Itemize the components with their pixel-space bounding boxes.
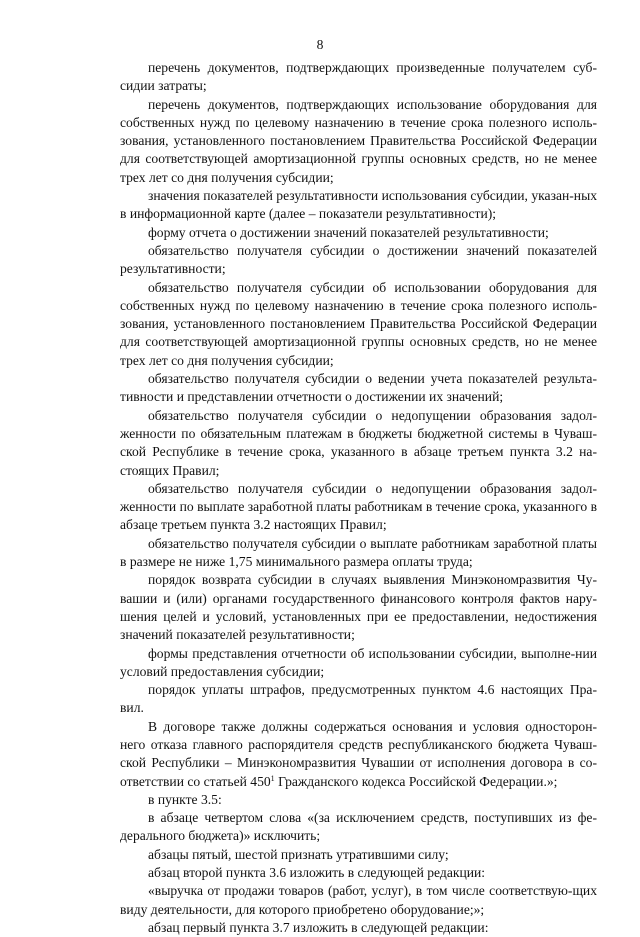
paragraph: в абзаце четвертом слова «(за исключением средств, поступивших из фе-дерального бюджета)» исключить; xyxy=(120,810,597,844)
paragraph: обязательство получателя субсидии о недопущении образования задол-женности по выплате заработной платы работникам в течение срока, указанного в абзаце третьем пункта 3.2 настоящих Правил; xyxy=(120,480,597,533)
paragraph: обязательство получателя субсидии о ведении учета показателей результа-тивности и представлении отчетности о достижении их значений; xyxy=(120,371,597,405)
paragraph: абзацы пятый, шестой признать утратившими силу; xyxy=(148,846,449,862)
paragraph: обязательство получателя субсидии о недопущении образования задол-женности по обязательным платежам в бюджеты бюджетной системы в Чуваш-ской Республике в течение срока, указанного в абзаце третьем пункта 3.2 на-стоящих Правил; xyxy=(120,407,597,478)
page-number: 8 xyxy=(316,37,324,52)
paragraph-text-tail: Гражданского кодекса Российской Федерации.»; xyxy=(274,773,558,789)
paragraph-text: В договоре также должны содержаться основания и условия односторон-него отказа главного распорядителя средств республиканского бюджета Чуваш-ской Республики – Минэкономразвития Чувашии от исполнения договора в со-ответствии со статьей 450 xyxy=(120,718,597,789)
paragraph: абзац первый пункта 3.7 изложить в следующей редакции: xyxy=(148,919,489,935)
paragraph: в пункте 3.5: xyxy=(148,791,222,807)
paragraph: форму отчета о достижении значений показателей результативности; xyxy=(148,224,549,240)
paragraph: значения показателей результативности использования субсидии, указан-ных в информационной карте (далее – показатели результативности); xyxy=(120,188,597,222)
footnote-mark: 1 xyxy=(270,773,275,783)
paragraph: обязательство получателя субсидии о достижении значений показателей результативности; xyxy=(120,242,597,277)
paragraph: порядок возврата субсидии в случаях выявления Минэкономразвития Чу-вашии и (или) органами государственного финансового контроля фактов нару-шения целей и условий, установленных при ее предоставлении, недостижения значений показателей результативности; xyxy=(120,572,597,643)
paragraph: формы представления отчетности об использовании субсидии, выполне-нии условий предоставления субсидии; xyxy=(120,645,597,679)
paragraph: обязательство получателя субсидии об использовании оборудования для собственных нужд по целевому назначению в течение срока полезного исполь-зования, установленного постановлением Правительства Российской Федерации для соответствующей амортизационной группы основных средств, но не менее трех лет со дня получения субсидии; xyxy=(120,279,597,368)
paragraph: порядок уплаты штрафов, предусмотренных пунктом 4.6 настоящих Пра-вил. xyxy=(120,682,597,716)
document-body xyxy=(120,59,597,937)
paragraph: перечень документов, подтверждающих использование оборудования для собственных нужд по целевому назначению в течение срока полезного исполь-зования, установленного постановлением Правительства Российской Федерации для соответствующей амортизационной группы основных средств, но не менее трех лет со дня получения субсидии; xyxy=(120,96,597,185)
paragraph: обязательство получателя субсидии о выплате работникам заработной платы в размере не ниже 1,75 минимального размера оплаты труда; xyxy=(120,535,597,570)
paragraph-with-footnote xyxy=(120,718,597,791)
paragraph: перечень документов, подтверждающих произведенные получателем суб-сидии затраты; xyxy=(120,60,597,94)
paragraph: абзац второй пункта 3.6 изложить в следующей редакции: xyxy=(148,865,486,881)
paragraph: «выручка от продажи товаров (работ, услуг), в том числе соответствую-щих виду деятельности, для которого приобретено оборудование;»; xyxy=(120,883,597,917)
